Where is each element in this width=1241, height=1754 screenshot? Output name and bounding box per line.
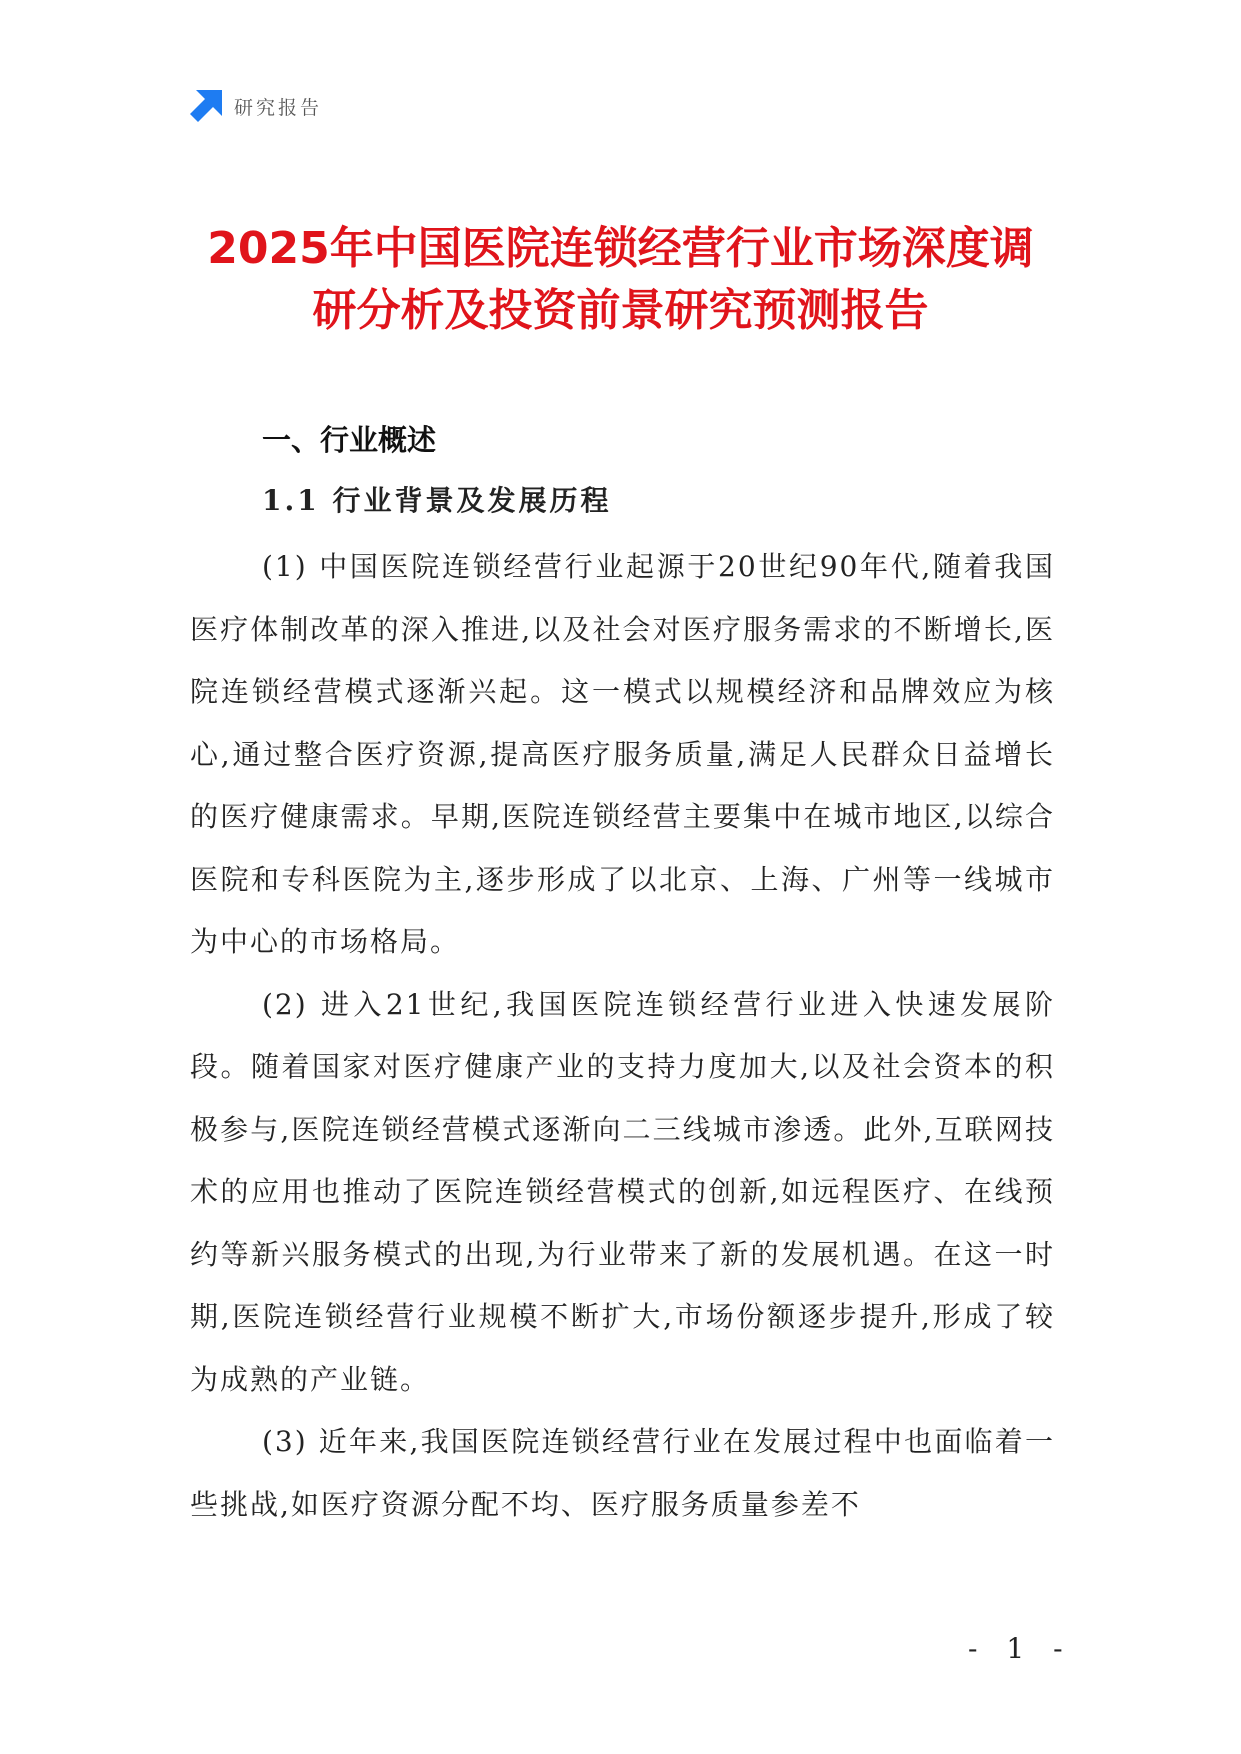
report-title-line-1: 2025年中国医院连锁经营行业市场深度调 <box>207 223 1034 274</box>
subsection-heading: 1.1 行业背景及发展历程 <box>262 484 612 517</box>
arrow-up-right-icon <box>190 90 222 122</box>
report-title <box>150 218 1091 342</box>
paragraph-2: (2) 进入21世纪,我国医院连锁经营行业进入快速发展阶段。随着国家对医疗健康产业的支持力度加大,以及社会资本的积极参与,医院连锁经营模式逐渐向二三线城市渗透。此外,互联网技术的应用也推动了医院连锁经营模式的创新,如远程医疗、在线预约等新兴服务模式的出现,为行业带来了新的发展机遇。在这一时期,医院连锁经营行业规模不断扩大,市场份额逐步提升,形成了较为成熟的产业链。 <box>190 987 1055 1396</box>
page-number: - 1 - <box>968 1632 1073 1665</box>
section-heading: 一、行业概述 <box>262 423 437 457</box>
page-header <box>190 88 322 124</box>
report-title-line-2: 研分析及投资前景研究预测报告 <box>312 285 929 336</box>
paragraph-1: (1) 中国医院连锁经营行业起源于20世纪90年代,随着我国医疗体制改革的深入推进,以及社会对医疗服务需求的不断增长,医院连锁经营模式逐渐兴起。这一模式以规模经济和品牌效应为核心,通过整合医疗资源,提高医疗服务质量,满足人民群众日益增长的医疗健康需求。早期,医院连锁经营主要集中在城市地区,以综合医院和专科医院为主,逐步形成了以北京、上海、广州等一线城市为中心的市场格局。 <box>190 550 1055 958</box>
paragraph-3: (3) 近年来,我国医院连锁经营行业在发展过程中也面临着一些挑战,如医疗资源分配不均、医疗服务质量参差不 <box>190 1425 1055 1521</box>
body-text <box>190 536 1055 1536</box>
header-label: 研究报告 <box>234 96 323 119</box>
